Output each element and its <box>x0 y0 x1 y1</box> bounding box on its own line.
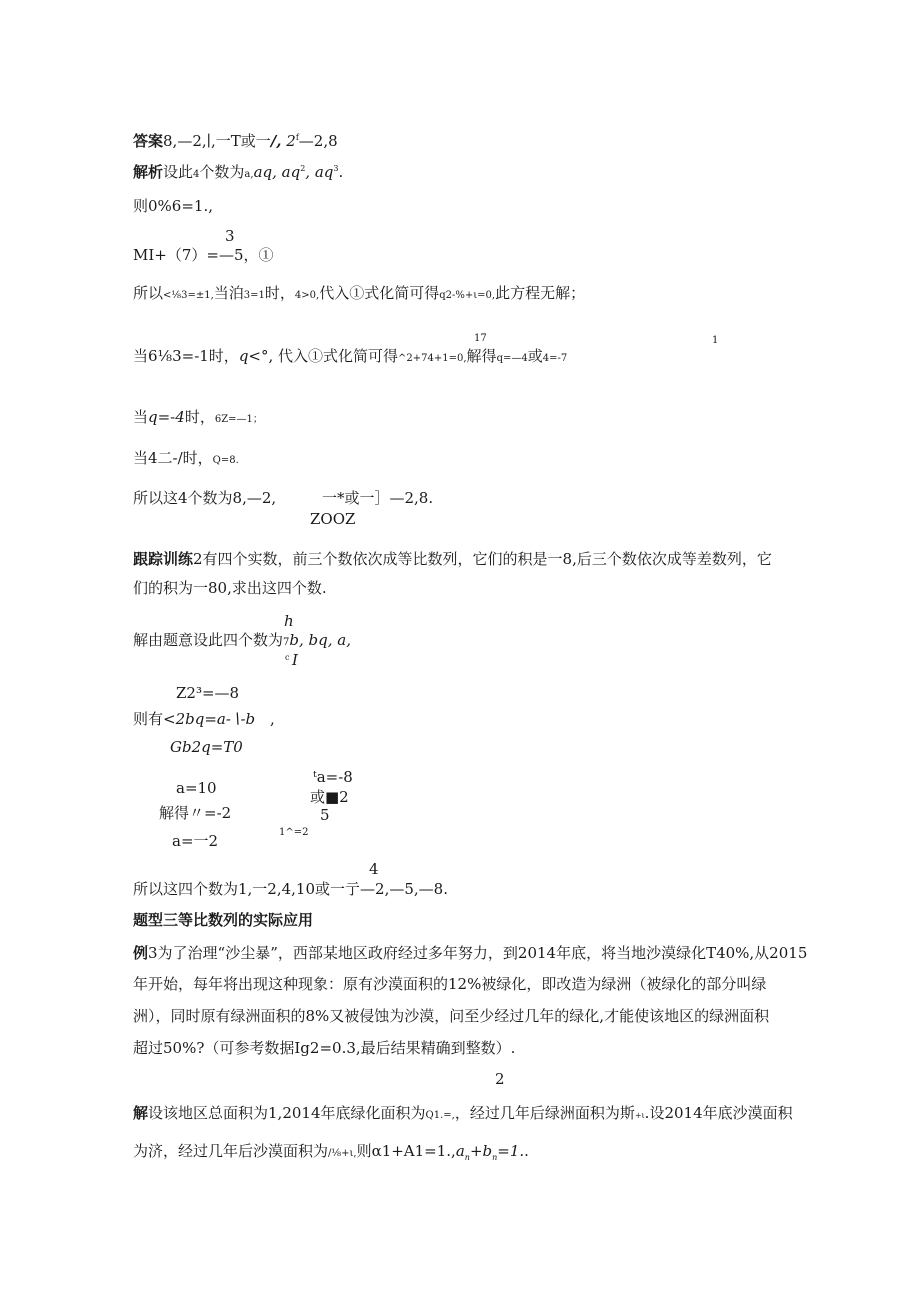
when2-small-a: 6Z=—1； <box>214 414 263 425</box>
solution-l2-sub2: n <box>492 1153 498 1162</box>
sys2-c: a=一2 <box>172 832 219 850</box>
sys2-d: ᵗa=-8 <box>313 768 353 786</box>
answer-power: 2 <box>286 132 296 150</box>
sol-italic-a: b, bq, a, <box>289 631 351 649</box>
solution-l1-b: ，经过几年后绿洲面积为斯 <box>454 1104 635 1122</box>
when1-small-c: 4=-7 <box>542 353 568 364</box>
when1-sup-1: 1 <box>712 335 719 346</box>
solution-l2-d: a <box>455 1142 465 1160</box>
solution-l2-sub1: n <box>464 1153 470 1162</box>
solution-l2-c: 则α1+A1=1., <box>356 1142 456 1160</box>
answer-label: 答案 <box>133 132 164 150</box>
so-line <box>133 286 585 301</box>
section-heading: 题型三等比数列的实际应用 <box>133 911 314 929</box>
when1-text-c: 解得 <box>466 347 497 365</box>
sol-bot-i: I <box>292 651 298 669</box>
sys2-f: 5 <box>320 806 330 824</box>
result-line: 所以这四个数为1,一2,4,10或一亍—2,—5,—8. <box>133 880 448 898</box>
solution-l2-g: . <box>524 1142 529 1160</box>
example-label: 例 <box>133 944 149 962</box>
four-line-c: ZOOZ <box>310 510 356 528</box>
sys1-line-2 <box>133 712 255 727</box>
track-text-a: 2有四个实数，前三个数依次成等比数列，它们的积是一8,后三个数依次成等差数列，它 <box>193 550 772 568</box>
analysis-period: . <box>338 163 344 181</box>
example-line-3: 洲），同时原有绿洲面积的8%又被侵蚀为沙漠，问至少经过几年的绿化,才能使该地区的绿洲面积 <box>133 1007 770 1025</box>
solution-l2-a: 为济，经过几年后沙漠面积为 <box>133 1142 329 1160</box>
solution-l2-f: =1. <box>497 1142 525 1160</box>
when2-text-b: 时， <box>184 408 215 426</box>
analysis-label: 解析 <box>133 163 164 181</box>
solution-l2-b: /⅛+ι, <box>328 1148 357 1159</box>
example-line-2: 年开始，每年将出现这种现象：原有沙漠面积的12%被绿化，即改造为绿洲（被绿化的部分叫绿 <box>133 975 767 993</box>
so-text-c: 时， <box>264 284 295 302</box>
when1-small-a: ^2+74+1=0, <box>398 353 467 364</box>
analysis-sup-2: 2 <box>300 164 306 173</box>
solution-l1-c: .设2014年底沙漠面积 <box>644 1104 793 1122</box>
so-small-b: 3=1 <box>243 290 265 301</box>
when2-text-a: 当 <box>133 408 149 426</box>
example-line-4: 超过50%?（可参考数据Ig2=0.3,最后结果精确到整数）. <box>133 1039 516 1057</box>
sol-bot-c: c <box>285 653 290 662</box>
sys2-e: 或■2 <box>310 788 349 806</box>
four-line-a: 所以这4个数为8,—2, <box>133 489 277 507</box>
four-line-b: 一*或一］—2,8. <box>322 489 434 507</box>
sys1-line-2-a: 则有 <box>133 710 164 728</box>
so-small-c: 4>0, <box>294 290 320 301</box>
answer-slash: /, <box>270 132 282 150</box>
when1-italic: q<° <box>238 347 269 365</box>
so-text-d: 代入①式化简可得 <box>319 284 440 302</box>
analysis-text-b: 个数为 <box>199 163 245 181</box>
when1-text-a: 当6⅛3=-1时， <box>133 347 239 365</box>
when1-line <box>133 349 567 364</box>
sys2-b: 解得〃=-2 <box>159 804 232 822</box>
solution-l2-e: +b <box>469 1142 493 1160</box>
when3-small-a: Q=8. <box>212 455 239 466</box>
sys1-line-2-c: , <box>270 710 275 728</box>
sol-line <box>133 633 351 648</box>
page-mark: 2 <box>495 1070 505 1088</box>
sys1-line-2-b: <2bq=a-∖-b <box>163 710 256 728</box>
when2-line <box>133 410 263 425</box>
so-small-d: q2-%+ι=0, <box>439 290 496 301</box>
sys2-a: a=10 <box>176 779 217 797</box>
sys1-line-3: Gb2q=T0 <box>170 738 243 756</box>
when1-text-d: 或 <box>527 347 543 365</box>
when1-small-b: q=—4 <box>496 353 528 364</box>
answer-values: 8,—2,∣,一T或一 <box>163 132 271 150</box>
when1-text-b: , 代入①式化简可得 <box>268 347 399 365</box>
analysis-small-a: a, <box>244 169 254 180</box>
analysis-terms-2: , aq <box>305 163 334 181</box>
analysis-small-4: 4 <box>193 169 200 180</box>
solution-line-2 <box>133 1144 529 1162</box>
when3-text-a: 当4二-/时， <box>133 449 213 467</box>
eq1-top: 3 <box>225 227 235 245</box>
result-top: 4 <box>369 860 379 878</box>
when1-sup-17: 17 <box>474 333 487 344</box>
solution-l1-small: Q1.=, <box>425 1110 455 1121</box>
so-text-a: 所以 <box>133 284 164 302</box>
answer-line <box>133 134 338 149</box>
analysis-text-a: 设此 <box>163 163 194 181</box>
analysis-line <box>133 165 343 180</box>
when3-line <box>133 451 239 466</box>
so-text-b: 当泊 <box>213 284 244 302</box>
sys2-g: 1^=2 <box>279 827 309 838</box>
track-line-1 <box>133 552 772 567</box>
track-label: 跟踪训练 <box>133 550 194 568</box>
so-text-e: 此方程无解； <box>495 284 586 302</box>
eq1-line: MI+（7）=—5，① <box>133 246 274 264</box>
sol-text-a: 解由题意设此四个数为 <box>133 631 284 649</box>
sys1-line-1: Z2³=—8 <box>176 684 240 702</box>
then-line: 则0%6=1., <box>133 197 213 215</box>
when2-italic: q=-4 <box>148 408 185 426</box>
example-line-1 <box>133 946 807 961</box>
so-small-a: <⅛3=±1, <box>163 290 214 301</box>
analysis-terms: aq, aq <box>253 163 301 181</box>
answer-power-sup: f <box>295 133 299 142</box>
solution-label: 解 <box>133 1104 149 1122</box>
answer-tail: —2,8 <box>298 132 338 150</box>
solution-l1-small2: +ι <box>634 1111 645 1120</box>
analysis-sup-3: 3 <box>333 164 339 173</box>
sol-top-h: h <box>284 612 294 630</box>
sol-small-a: 7 <box>283 637 290 648</box>
track-line-2: 们的积为一80,求出这四个数. <box>133 579 327 597</box>
solution-line-1 <box>133 1106 793 1121</box>
solution-l1-a: 设该地区总面积为1,2014年底绿化面积为 <box>148 1104 426 1122</box>
example-text-1: 3为了治理“沙尘暴”，西部某地区政府经过多年努力，到2014年底，将当地沙漠绿化T40%,从2015 <box>148 944 808 962</box>
